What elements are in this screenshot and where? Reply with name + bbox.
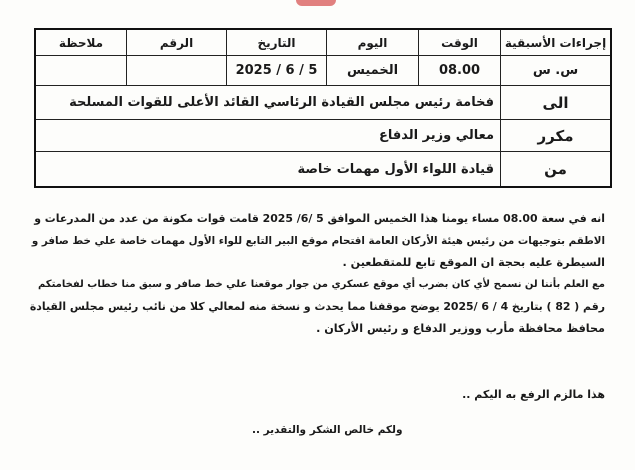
value-note [36,56,126,85]
header-time: الوقت [418,30,500,55]
header-date: التاريخ [226,30,326,55]
routing-table [34,28,612,188]
body-line-3: السيطرة عليه بحجة ان الموقع تابع للمتقطعين . [342,256,605,269]
body-line-7: هذا مالزم الرفع به اليكم .. [462,388,605,401]
from-row [36,152,610,186]
value-priority: س. س [500,56,610,85]
body-line-4: مع العلم بأننا لن نسمح لأي كان بضرب أي موقع عسكري من جوار موقعنا علي خط صافر و سبق منا خطاب لفخامتكم [37,279,605,290]
to-label: الى [500,86,610,119]
value-number [126,56,226,85]
from-value: قيادة اللواء الأول مهمات خاصة [297,161,494,177]
value-date: 2025 / 6 / 5 [226,56,326,85]
to-row [36,86,610,120]
header-procedures: إجراءات الأسبقية [500,30,610,55]
closing-salutation: ولكم خالص الشكر والتقدير .. [252,424,403,436]
letterhead-mark [296,0,336,6]
body-line-2: الاطقم بتوجيهات من رئيس هيئة الأركان العامة اقتحام موقع البير التابع للواء الأول مهمات خاصة علي خط صافر و [31,235,605,247]
cc-value: معالي وزير الدفاع [378,128,494,143]
from-label: من [500,152,610,186]
body-line-1: انه في سعة 08.00 مساء يومنا هذا الخميس الموافق 5 /6/ 2025 قامت قوات مكونة من عدد من المدرعات و [34,212,605,225]
body-line-6: محافظ محافظة مأرب ووزير الدفاع و رئيس الأركان . [316,322,605,335]
letter-body [30,208,605,340]
cc-label: مكرر [500,120,610,151]
header-note: ملاحظة [58,35,104,50]
body-line-5: رقم ( 82 ) بتاريخ 4 / 6 /2025 يوضح موقفنا مما يحدث و نسخة منه لمعالي كلا من نائب رئيس مجلس القيادة [29,300,605,313]
body-conclusion [30,384,605,406]
table-header-row [36,30,610,56]
cc-row [36,120,610,152]
to-value: فخامة رئيس مجلس القيادة الرئاسي القائد الأعلى للقوات المسلحة [69,95,494,110]
value-time: 08.00 [418,56,500,85]
header-day: اليوم [326,30,418,55]
value-day: الخميس [326,56,418,85]
table-values-row [36,56,610,86]
header-number: الرقم [126,30,226,55]
